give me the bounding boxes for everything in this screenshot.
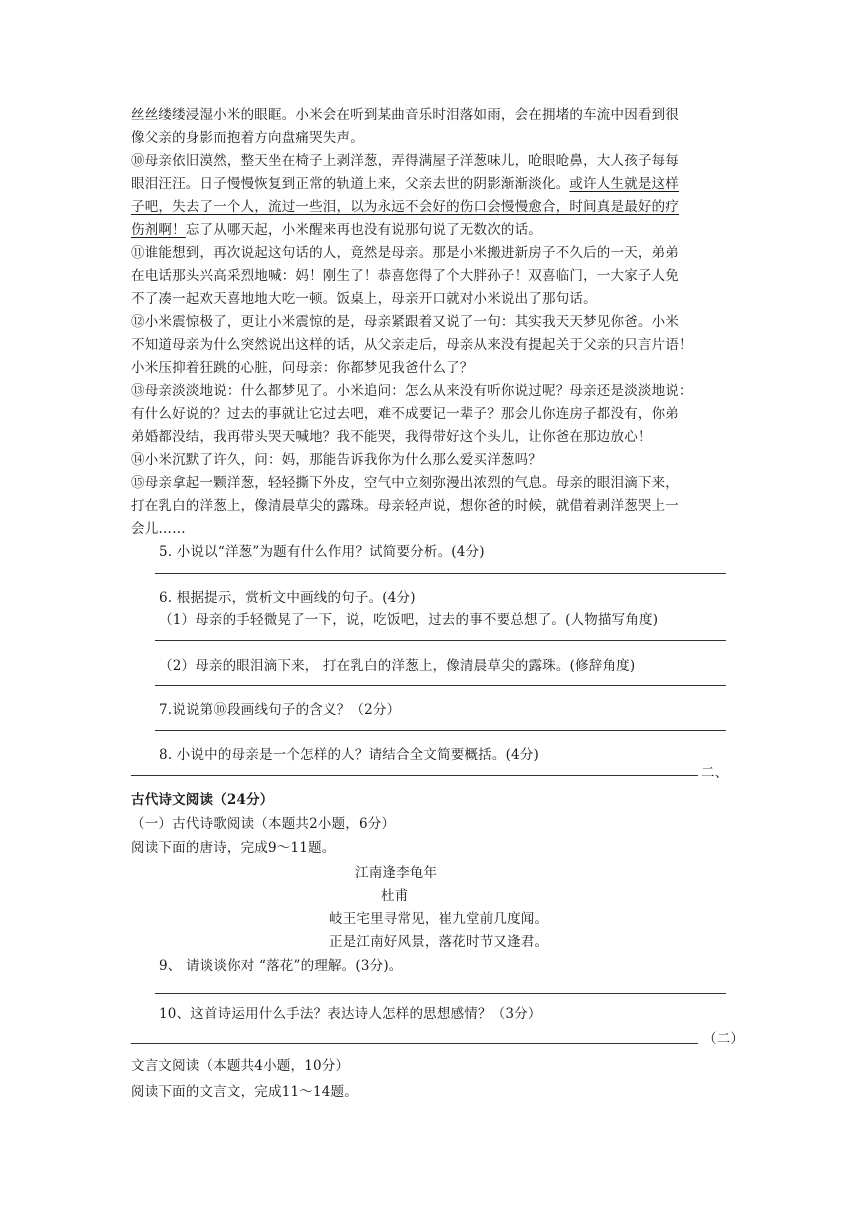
instruction: 阅读下面的唐诗，完成9～11题。 xyxy=(131,840,336,856)
story-line xyxy=(131,196,731,218)
question-9: 9、 请谈谈你对 “落花”的理解。(3分)。 xyxy=(159,958,403,974)
story-line: 不了凑一起欢天喜地地大吃一顿。饭桌上，母亲开口就对小米说出了那句话。 xyxy=(131,291,597,307)
story-line: ⑪谁能想到，再次说起这句话的人，竟然是母亲。那是小米搬进新房子不久后的一天，弟弟 xyxy=(131,245,679,261)
section-title: 古代诗文阅读（24分） xyxy=(131,792,274,808)
question-5: 5. 小说以“洋葱”为题有什么作用？试简要分析。(4分) xyxy=(159,544,485,560)
underlined-sentence: 伤剂啊！ xyxy=(131,222,186,238)
answer-line xyxy=(131,1043,698,1044)
story-line xyxy=(131,173,731,195)
instruction: 阅读下面的文言文，完成11～14题。 xyxy=(131,1084,358,1100)
underlined-sentence: 子吧，失去了一个人，流过一些泪，以为永远不会好的伤口会慢慢愈合，时间真是最好的疗 xyxy=(131,199,679,215)
question-6-1: （1）母亲的手轻微晃了一下，说，吃饭吧，过去的事不要总想了。(人物描写角度) xyxy=(159,612,659,628)
question-6: 6. 根据提示，赏析文中画线的句子。(4分) xyxy=(159,590,416,606)
story-text: 忘了从哪天起，小米醒来再也没有说那句说了无数次的话。 xyxy=(185,222,543,238)
poem-line: 岐王宅里寻常见，崔九堂前几度闻。 xyxy=(329,911,549,927)
story-line: ⑬母亲淡淡地说：什么都梦见了。小米追问：怎么从来没有听你说过呢？母亲还是淡淡地说： xyxy=(131,383,693,399)
story-line: 在电话那头兴高采烈地喊：妈！刚生了！恭喜您得了个大胖孙子！双喜临门，一大家子人免 xyxy=(131,268,679,284)
story-line: 丝丝缕缕浸湿小米的眼眶。小米会在听到某曲音乐时泪落如雨，会在拥堵的车流中因看到很 xyxy=(131,107,679,123)
answer-line xyxy=(155,730,726,731)
story-line: ⑫小米震惊极了，更让小米震惊的是，母亲紧跟着又说了一句：其实我天天梦见你爸。小米 xyxy=(131,314,679,330)
poem-line: 正是江南好风景，落花时节又逢君。 xyxy=(329,934,549,950)
story-line: 有什么好说的？过去的事就让它过去吧，难不成要记一辈子？那会儿你连房子都没有，你弟 xyxy=(131,406,679,422)
poem-title: 江南逢李龟年 xyxy=(355,865,438,881)
story-line: 小米压抑着狂跳的心脏，问母亲：你都梦见我爸什么了？ xyxy=(131,360,474,376)
answer-line xyxy=(155,640,726,641)
story-text: 眼泪汪汪。日子慢慢恢复到正常的轨道上来，父亲去世的阴影渐渐淡化。 xyxy=(131,176,570,192)
answer-line xyxy=(155,993,726,994)
story-line xyxy=(131,219,731,241)
story-line: ⑭小米沉默了许久，问：妈，那能告诉我你为什么那么爱买洋葱吗？ xyxy=(131,452,542,468)
subsection-title: （一）古代诗歌阅读（本题共2小题，6分） xyxy=(131,816,396,832)
answer-line xyxy=(155,685,726,686)
story-line: 弟婚都没结，我再带头哭天喊地？我不能哭，我得带好这个头儿，让你爸在那边放心！ xyxy=(131,429,652,445)
story-line: 像父亲的身影而抱着方向盘痛哭失声。 xyxy=(131,130,364,146)
question-7: 7.说说第⑩段画线句子的含义？（2分） xyxy=(159,702,401,718)
question-6-2: （2）母亲的眼泪滴下来， 打在乳白的洋葱上，像清晨草尖的露珠。(修辞角度) xyxy=(159,658,636,674)
answer-line xyxy=(131,775,698,776)
section-number: （二） xyxy=(703,1031,745,1047)
story-line: 不知道母亲为什么突然说出这样的话，从父亲走后，母亲从来没有提起关于父亲的只言片语！ xyxy=(131,337,693,353)
story-line: 会儿…… xyxy=(131,521,186,537)
underlined-sentence: 或许人生就是这样 xyxy=(569,176,680,192)
poem-author: 杜甫 xyxy=(381,888,409,904)
subsection-title: 文言文阅读（本题共4小题，10分） xyxy=(131,1058,350,1074)
section-number: 二、 xyxy=(701,765,729,781)
question-8: 8. 小说中的母亲是一个怎样的人？请结合全文简要概括。(4分) xyxy=(159,747,539,763)
story-line: ⑮母亲拿起一颗洋葱，轻轻撕下外皮，空气中立刻弥漫出浓烈的气息。母亲的眼泪滴下来， xyxy=(131,475,679,491)
story-line: 打在乳白的洋葱上，像清晨草尖的露珠。母亲轻声说，想你爸的时候，就借着剥洋葱哭上一 xyxy=(131,498,679,514)
question-10: 10、这首诗运用什么手法？表达诗人怎样的思想感情？（3分） xyxy=(159,1006,542,1022)
answer-line xyxy=(155,573,726,574)
story-line: ⑩母亲依旧漠然，整天坐在椅子上剥洋葱，弄得满屋子洋葱味儿，呛眼呛鼻，大人孩子每每 xyxy=(131,153,679,169)
